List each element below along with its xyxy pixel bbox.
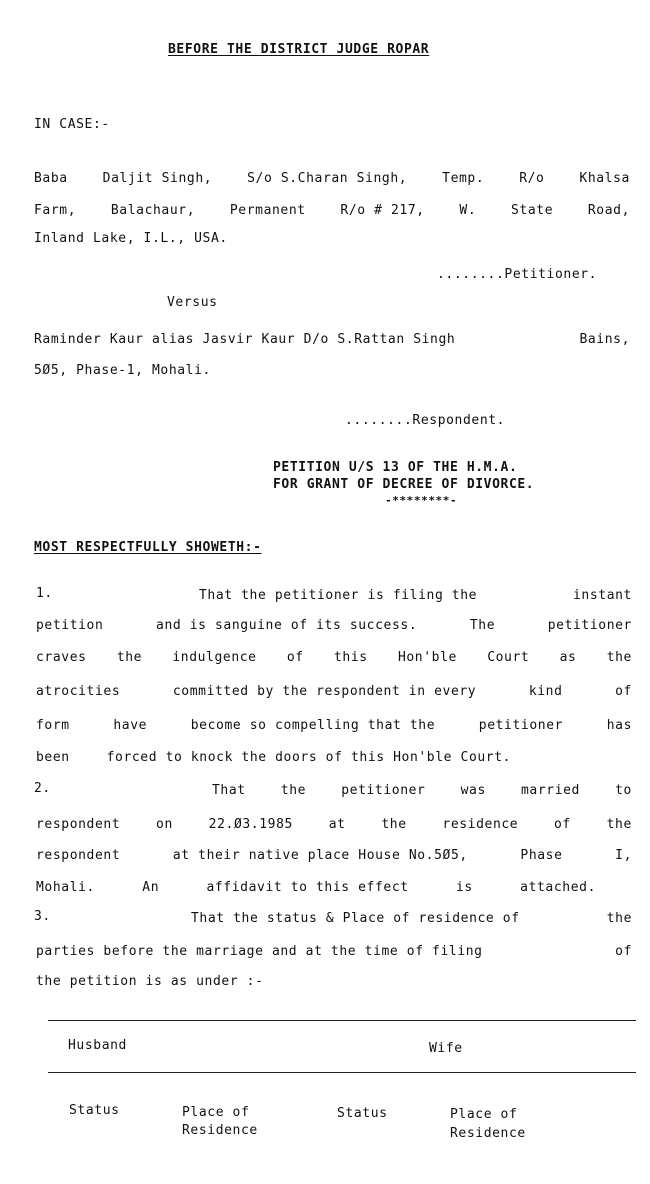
word: affidavit to this effect xyxy=(206,880,409,895)
word: craves xyxy=(36,650,87,665)
table-top-rule xyxy=(48,1020,636,1021)
word: to xyxy=(615,783,632,798)
in-case-label: IN CASE:- xyxy=(34,117,110,132)
word: of xyxy=(286,650,304,665)
para-1-number: 1. xyxy=(36,586,53,601)
word: respondent xyxy=(36,848,121,863)
word: was xyxy=(460,783,486,798)
word: become so compelling that the xyxy=(190,718,436,733)
word: atrocities xyxy=(36,684,121,699)
para-3-line-1 xyxy=(36,944,632,959)
word: the xyxy=(381,817,407,832)
petitioner-line-3: Inland Lake, I.L., USA. xyxy=(34,231,228,246)
word: the xyxy=(606,650,632,665)
word: indulgence xyxy=(172,650,257,665)
word: R/o xyxy=(519,171,545,186)
word: Mohali. xyxy=(36,880,95,895)
word: committed by the respondent in every xyxy=(172,684,477,699)
word: Daljit Singh, xyxy=(102,171,213,186)
word: Farm, xyxy=(34,203,77,218)
word: Raminder Kaur alias Jasvir Kaur D/o S.Rattan Singh xyxy=(34,332,456,347)
versus-label: Versus xyxy=(167,295,218,310)
word: the xyxy=(116,650,143,665)
petition-title-line-1: PETITION U/S 13 OF THE H.M.A. xyxy=(273,460,518,475)
word: have xyxy=(113,718,148,733)
para-1-line-2 xyxy=(36,650,632,665)
para-2-number: 2. xyxy=(34,781,51,796)
word: petitioner xyxy=(478,718,564,733)
para-3-line-2: the petition is as under :- xyxy=(36,974,264,989)
word: forced to knock the doors of this Hon'ble Court. xyxy=(106,750,512,765)
word: I, xyxy=(615,848,632,863)
para-3-lead xyxy=(191,911,632,926)
word: Road, xyxy=(587,203,630,218)
word: Baba xyxy=(34,171,68,186)
word: Temp. xyxy=(442,171,485,186)
para-1-lead xyxy=(199,588,632,603)
word: married xyxy=(521,783,580,798)
word: of xyxy=(615,684,632,699)
para-2-line-2 xyxy=(36,848,632,863)
word: R/o # 217, xyxy=(340,203,425,218)
word: attached. xyxy=(520,880,596,895)
petitioner-label: ........Petitioner. xyxy=(437,267,598,282)
word: petition xyxy=(36,618,104,633)
word: Khalsa xyxy=(579,171,630,186)
petition-title-line-2: FOR GRANT OF DECREE OF DIVORCE. xyxy=(273,477,535,492)
word: kind xyxy=(528,684,563,699)
para-1-line-3 xyxy=(36,684,632,699)
husband-place-header-2: Residence xyxy=(182,1123,258,1138)
word: Phase xyxy=(520,848,563,863)
word: has xyxy=(606,718,632,733)
para-1-line-5 xyxy=(36,750,511,765)
wife-place-header-1: Place of xyxy=(450,1107,518,1122)
word: State xyxy=(511,203,554,218)
word: is xyxy=(456,880,473,895)
column-wife: Wife xyxy=(429,1041,463,1056)
word: The xyxy=(469,618,496,633)
para-2-line-3 xyxy=(36,880,596,895)
petitioner-line-2 xyxy=(34,203,630,218)
word: instant xyxy=(573,588,632,603)
word: the xyxy=(606,817,632,832)
word: residence xyxy=(442,817,519,832)
word: parties before the marriage and at the time of filing xyxy=(36,944,483,959)
word: An xyxy=(142,880,160,895)
husband-place-header-1: Place of xyxy=(182,1105,250,1120)
column-husband: Husband xyxy=(68,1038,127,1053)
petition-title-rule: -********- xyxy=(385,494,458,507)
word: of xyxy=(554,817,571,832)
word: as xyxy=(559,650,577,665)
para-1-line-4 xyxy=(36,718,632,733)
word: Court xyxy=(487,650,530,665)
wife-place-header-2: Residence xyxy=(450,1126,526,1141)
word: S/o S.Charan Singh, xyxy=(247,171,408,186)
word: on xyxy=(156,817,173,832)
word: 22.Ø3.1985 xyxy=(208,817,293,832)
word: petitioner xyxy=(547,618,632,633)
husband-status-header: Status xyxy=(69,1103,120,1118)
word: the xyxy=(280,783,307,798)
para-1-line-1 xyxy=(36,618,632,633)
word: of xyxy=(615,944,632,959)
word: Permanent xyxy=(229,203,306,218)
word: Hon'ble xyxy=(397,650,457,665)
table-header-rule xyxy=(48,1072,636,1073)
word: and is sanguine of its success. xyxy=(156,618,418,633)
word: the xyxy=(606,911,632,926)
wife-status-header: Status xyxy=(337,1106,388,1121)
para-3-number: 3. xyxy=(34,909,51,924)
respondent-label: ........Respondent. xyxy=(345,413,506,428)
court-heading: BEFORE THE DISTRICT JUDGE ROPAR xyxy=(168,42,430,57)
word: Bains, xyxy=(579,332,630,347)
word: That the petitioner is filing the xyxy=(199,588,478,603)
petitioner-line-1 xyxy=(34,171,630,186)
word: at xyxy=(328,817,346,832)
respondent-line-2: 5Ø5, Phase-1, Mohali. xyxy=(34,363,211,378)
word: petitioner xyxy=(341,783,426,798)
word: That the status & Place of residence of xyxy=(191,911,520,926)
showeth-heading: MOST RESPECTFULLY SHOWETH:- xyxy=(34,540,262,555)
para-2-line-1 xyxy=(36,817,632,832)
para-2-lead xyxy=(212,783,632,798)
word: at their native place House No.5Ø5, xyxy=(172,848,468,863)
respondent-line-1 xyxy=(34,332,630,347)
word: form xyxy=(36,718,70,733)
word: respondent xyxy=(36,817,121,832)
word: been xyxy=(36,750,70,765)
word: That xyxy=(212,783,246,798)
word: W. xyxy=(459,203,477,218)
word: this xyxy=(333,650,368,665)
word: Balachaur, xyxy=(110,203,196,218)
